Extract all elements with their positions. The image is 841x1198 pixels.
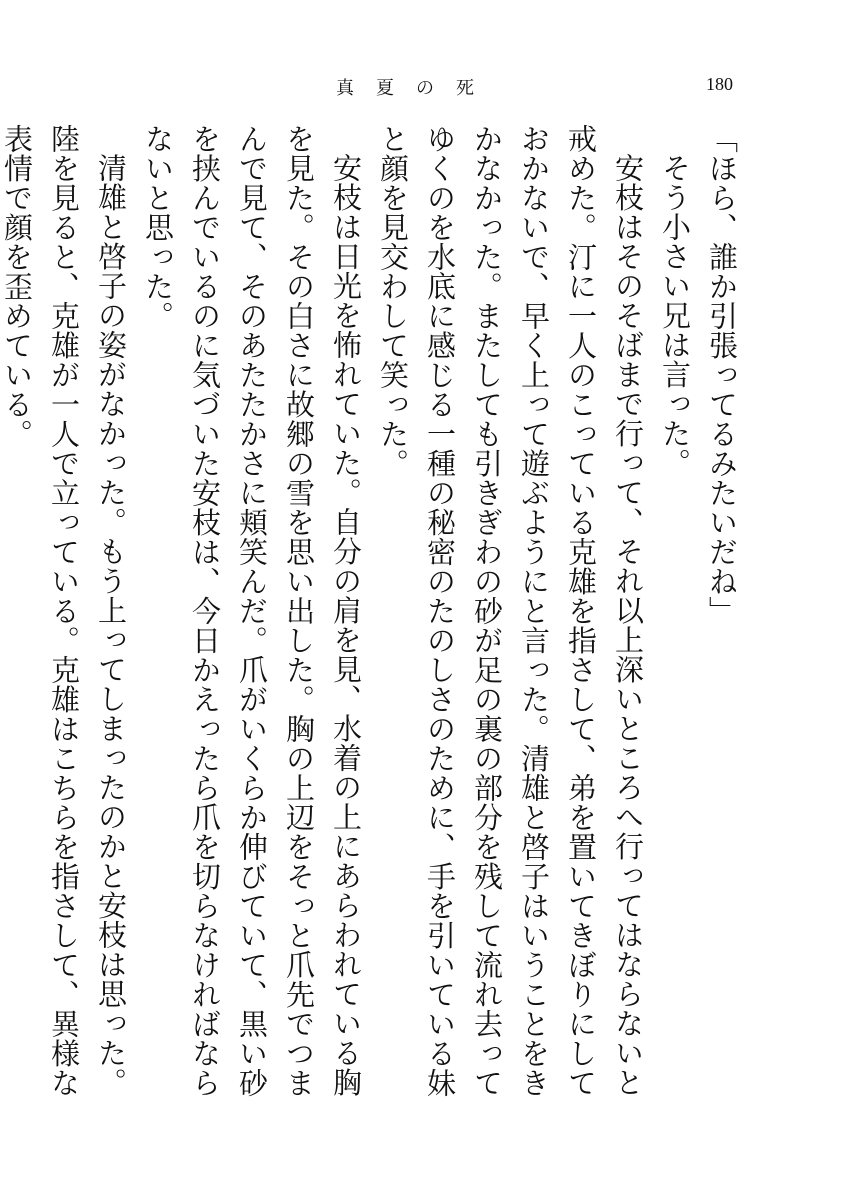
running-title: 真夏の死	[336, 78, 496, 99]
paragraph: そう小さい兄は言った。	[658, 153, 692, 478]
page-number: 180	[706, 74, 733, 94]
paragraph: 「ほら、誰か引張ってるみたいだね」	[705, 124, 739, 626]
paragraph: 安枝はそのそばまで行って、それ以上深いところへ行ってはならないと戒めた。汀に一人のこっている克雄を指さして、弟を置いてきぼりにしておかないで、早く上って遊ぶようにと言った。清雄と啓子はいうことをきかなかった。またしても引きぎわの砂が足の裏の部分を残して流れ去ってゆくのを水底に感じる一種の秘密のたのしさのために、手を引いている妹と顔を見交わして笑った。	[376, 124, 645, 1098]
body-text	[0, 124, 745, 1124]
paragraph: 清雄と啓子の姿がなかった。もう上ってしまったのかと安枝は思った。陸を見ると、克雄が一人で立っている。克雄はこちらを指さして、異様な表情で顔を歪めている。	[0, 124, 128, 1098]
paragraph: 安枝は日光を怖れていた。自分の肩を見、水着の上にあらわれている胸を見た。その白さに故郷の雪を思い出した。胸の上辺をそっと爪先でつまんで見て、そのあたたかさに頬笑んだ。爪がいくらか伸びていて、黒い砂を挟んでいるのに気づいた安枝は、今日かえったら爪を切らなければならないと思った。	[141, 124, 363, 1098]
